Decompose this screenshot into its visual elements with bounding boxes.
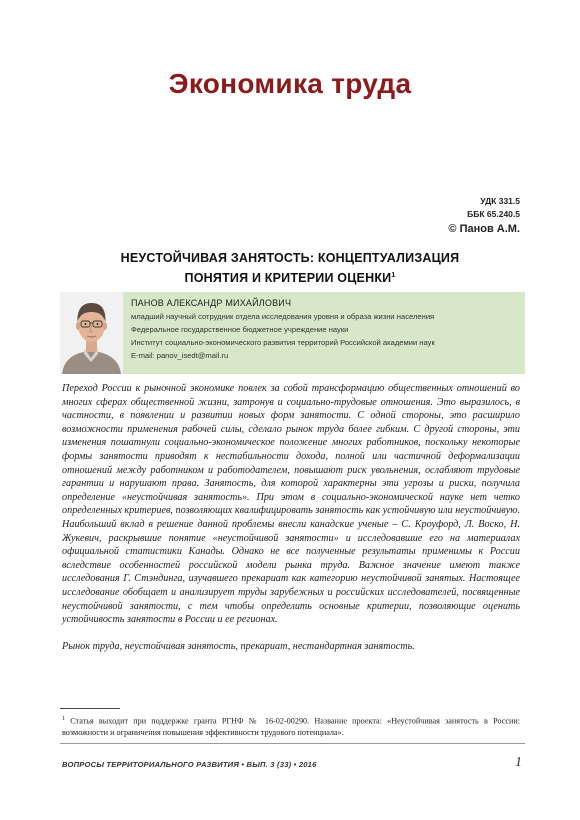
keywords: Рынок труда, неустойчивая занятость, прекариат, нестандартная занятость. [62, 641, 415, 652]
footnote-marker: 1 [62, 716, 65, 722]
footnote-text: Статья выходит при поддержке гранта РГНФ № 16-02-00290. Название проекта: «Неустойчивая занятость в России: возможности и ограничения повышения эффективности трудового потенциала». [62, 716, 520, 737]
author-institute: Институт социально-экономического развития территорий Российской академии наук [131, 338, 435, 347]
article-title [60, 249, 520, 287]
footnote-divider [60, 708, 120, 709]
footer-divider [60, 743, 525, 744]
title-footnote-marker: 1 [391, 272, 396, 279]
journal-footer: ВОПРОСЫ ТЕРРИТОРИАЛЬНОГО РАЗВИТИЯ • ВЫП. 3 (33) • 2016 [62, 760, 317, 769]
article-title-line2: ПОНЯТИЯ И КРИТЕРИИ ОЦЕНКИ [184, 271, 392, 286]
bbk-code: ББК 65.240.5 [467, 209, 520, 219]
author-email[interactable]: E-mail: panov_isedt@mail.ru [131, 351, 229, 360]
author-photo [60, 292, 123, 374]
author-position: младший научный сотрудник отдела исследования уровня и образа жизни населения [131, 312, 435, 321]
author-info [123, 292, 525, 374]
author-portrait [60, 292, 123, 374]
page-number: 1 [515, 755, 522, 770]
footnote [62, 714, 520, 738]
section-title: Экономика труда [168, 68, 412, 99]
article-title-line1: НЕУСТОЙЧИВАЯ ЗАНЯТОСТЬ: КОНЦЕПТУАЛИЗАЦИЯ [120, 251, 460, 265]
author-name: ПАНОВ АЛЕКСАНДР МИХАЙЛОВИЧ [131, 298, 292, 308]
author-organization: Федеральное государственное бюджетное учреждение науки [131, 325, 349, 334]
abstract-text: Переход России к рыночной экономике повлек за собой трансформацию общественных отношений во многих сферах общественной жизни, затронув и социально-трудовые отношения. Это выразилось, в частности, в появлении и развитии новых форм занятости. С одной стороны, это расширило возможности применения рабочей силы, сделало рынок труда более гибким. С другой стороны, эти изменения пошатнули социально-экономическое положение многих работников, поскольку некоторые формы занятости приводят к нестабильности дохода, полной или частичной деформализации отношений между работником и работодателем, повышают риск увольнения, ослабляют трудовые гарантии и нарушают права. Занятость, для которой характерны эти угрозы и риски, получила определение «неустойчивая занятость». При этом в социально-экономической науке нет четко определенных критериев, позволяющих квалифицировать занятость как устойчивую или неустойчивую. Наибольший вклад в решение данной проблемы внесли канадские ученые – С. Кроуфорд, Л. Воско, Н. Жукевич, раскрывшие понятие «неустойчивой занятости» и исследовавшие его на материалах официальной статистики Канады. Однако не все полученные результаты применимы к России вследствие особенностей российской модели рынка труда. Важное значение имеют также исследования Г. Стэндинга, изучавшего прекариат как категорию неустойчивой занятых. Настоящее исследование обобщает и анализирует труды зарубежных и российских исследователей, посвященные неустойчивой занятости, с тем чтобы определить основные критерии, позволяющие оценить устойчивость занятости в России и ее регионах. [62, 383, 520, 626]
udk-code: УДК 331.5 [480, 196, 520, 206]
copyright: © Панов А.М. [448, 223, 520, 235]
author-box [60, 292, 525, 374]
abstract [62, 382, 520, 627]
